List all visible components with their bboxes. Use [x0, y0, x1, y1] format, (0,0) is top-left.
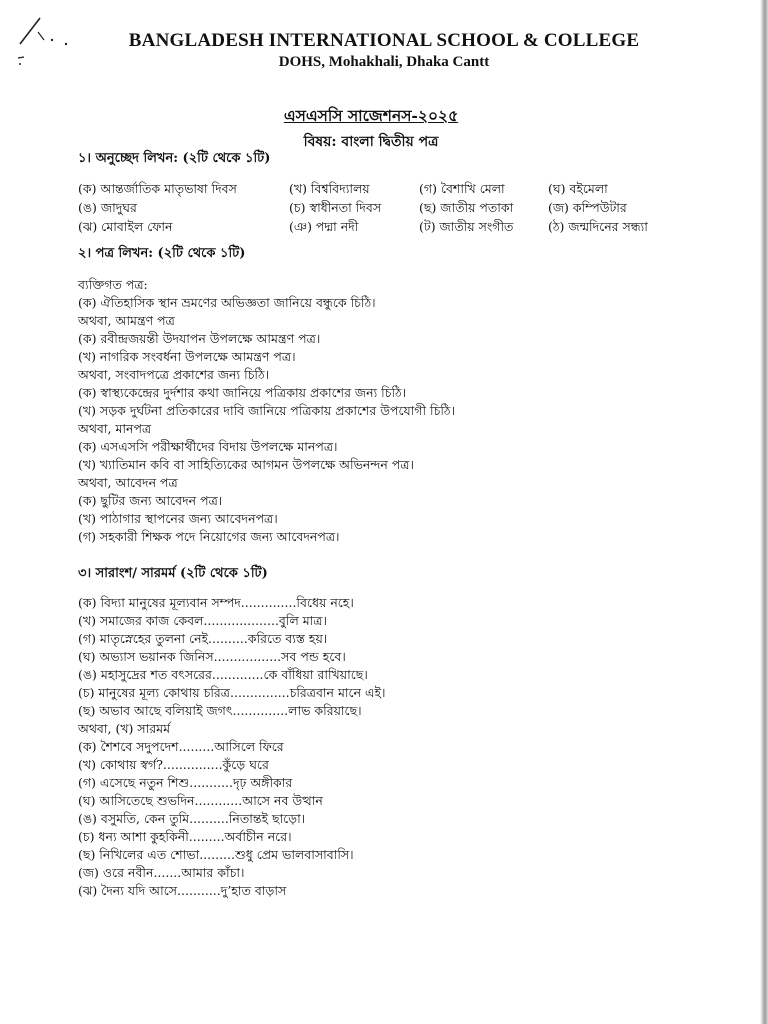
list-item: (ঙ) মহাসুদ্রের শত বৎসরের.............কে বাঁধিয়া রাখিয়াছে। — [78, 667, 368, 682]
paragraph-topic: (গ) বৈশাখি মেলা — [419, 181, 505, 196]
list-item: অথবা, সংবাদপত্রে প্রকাশের জন্য চিঠি। — [78, 367, 270, 382]
list-item: (গ) এসেছে নতুন শিশু...........দৃঢ় অঙ্গীকার — [78, 775, 293, 790]
paragraph-topic: (ঘ) বইমেলা — [548, 181, 608, 196]
list-item: (ক) রবীন্দ্রজয়ন্তী উদযাপন উপলক্ষে আমন্ত্রণ পত্র। — [78, 331, 321, 346]
list-item: (ঘ) আসিতেছে শুভদিন............আসে নব উত্থান — [78, 793, 323, 808]
list-item: অথবা, (খ) সারমর্ম — [78, 721, 171, 736]
list-item: (ক) ঐতিহাসিক স্থান ভ্রমণের অভিজ্ঞতা জানিয়ে বন্ধুকে চিঠি। — [78, 295, 376, 310]
list-item: (ছ) নিখিলের এত শোভা.........শুধু প্রেম ভালবাসাবাসি। — [78, 847, 354, 862]
summary-list — [78, 594, 386, 900]
list-item: (ক) ছুটির জন্য আবেদন পত্র। — [78, 493, 223, 508]
paragraph-topic: (ঞ) পদ্মা নদী — [289, 219, 359, 234]
list-item: (খ) কোথায় স্বর্গ?...............কুঁড়ে ঘরে — [78, 757, 269, 772]
list-item: (জ) ওরে নবীন.......আমার কাঁচা। — [78, 865, 245, 880]
paragraph-topic: (ক) আন্তর্জাতিক মাতৃভাষা দিবস — [78, 181, 237, 196]
list-item: (ঘ) অভ্যাস ভয়ানক জিনিস.................সব পন্ড হবে। — [78, 649, 346, 664]
list-item: (চ) মানুষের মূল্য কোথায় চরিত্র...............চরিত্রবান মানে এই। — [78, 685, 386, 700]
list-item: ব্যক্তিগত পত্র: — [78, 277, 148, 292]
list-item: (ক) স্বাস্থ্যকেন্দ্রের দুর্দশার কথা জানিয়ে পত্রিকায় প্রকাশের জন্য চিঠি। — [78, 385, 407, 400]
list-item: (ঝ) দৈন্য যদি আসে...........দু’হাত বাড়াস — [78, 883, 287, 898]
list-item: অথবা, আবেদন পত্র — [78, 475, 178, 490]
list-item: অথবা, মানপত্র — [78, 421, 152, 436]
list-item: (খ) সমাজের কাজ কেবল...................বুলি মাত্র। — [78, 613, 327, 628]
list-item: (ঙ) বসুমতি, কেন তুমি..........নিতান্তই ছাড়ো। — [78, 811, 306, 826]
paragraph-topic: (ঙ) জাদুঘর — [78, 200, 137, 215]
paragraph-topic: (জ) কম্পিউটার — [548, 200, 627, 215]
letter-writing-list — [78, 276, 455, 546]
list-item: (গ) মাতৃস্নেহের তুলনা নেই..........করিতে ব্যস্ত হয়। — [78, 631, 328, 646]
list-item: (ক) বিদ্যা মানুষের মূল্যবান সম্পদ..............বিধেয় নহে। — [78, 595, 354, 610]
document-subject: বিষয়: বাংলা দ্বিতীয় পত্র — [303, 134, 439, 150]
list-item: (খ) পাঠাগার স্থাপনের জন্য আবেদনপত্র। — [78, 511, 278, 526]
list-item: অথবা, আমন্ত্রণ পত্র — [78, 313, 175, 328]
paragraph-topic: (ছ) জাতীয় পতাকা — [419, 200, 514, 215]
school-address: DOHS, Mohakhali, Dhaka Cantt — [278, 54, 490, 70]
section-1-heading: ১। অনুচ্ছেদ লিখন: (২টি থেকে ১টি) — [78, 151, 271, 166]
section-3-heading: ৩। সারাংশ/ সারমর্ম (২টি থেকে ১টি) — [78, 566, 268, 581]
document-title: এসএসসি সাজেশনস-২০২৫ — [283, 106, 459, 125]
list-item: (খ) সড়ক দুর্ঘটনা প্রতিকারের দাবি জানিয়ে পত্রিকায় প্রকাশের উপযোগী চিঠি। — [78, 403, 456, 418]
list-item: (ক) শৈশবে সদুপদেশ.........আসিলে ফিরে — [78, 739, 284, 754]
list-item: (গ) সহকারী শিক্ষক পদে নিয়োগের জন্য আবেদনপত্র। — [78, 529, 340, 544]
section-2-heading: ২। পত্র লিখন: (২টি থেকে ১টি) — [78, 246, 246, 261]
school-name: BANGLADESH INTERNATIONAL SCHOOL & COLLEGE — [128, 30, 640, 51]
list-item: (খ) নাগরিক সংবর্ধনা উপলক্ষে আমন্ত্রণ পত্র। — [78, 349, 296, 364]
list-item: (ছ) অভাব আছে বলিয়াই জগৎ..............লাভ করিয়াছে। — [78, 703, 362, 718]
list-item: (ক) এসএসসি পরীক্ষার্থীদের বিদায় উপলক্ষে মানপত্র। — [78, 439, 338, 454]
paragraph-topic: (ঠ) জন্মদিনের সন্ধ্যা — [548, 219, 648, 234]
paragraph-topic: (ট) জাতীয় সংগীত — [419, 219, 514, 234]
paragraph-topic: (ঝ) মোবাইল ফোন — [78, 219, 173, 234]
paragraph-topic: (চ) স্বাধীনতা দিবস — [289, 200, 382, 215]
list-item: (চ) ধন্য আশা কুহকিনী.........অর্বাচীন নরে। — [78, 829, 292, 844]
scan-edge-shadow — [760, 0, 768, 1024]
paragraph-topic: (খ) বিশ্ববিদ্যালয় — [289, 181, 370, 196]
list-item: (খ) খ্যাতিমান কবি বা সাহিত্যিকের আগমন উপলক্ষে অভিনন্দন পত্র। — [78, 457, 414, 472]
